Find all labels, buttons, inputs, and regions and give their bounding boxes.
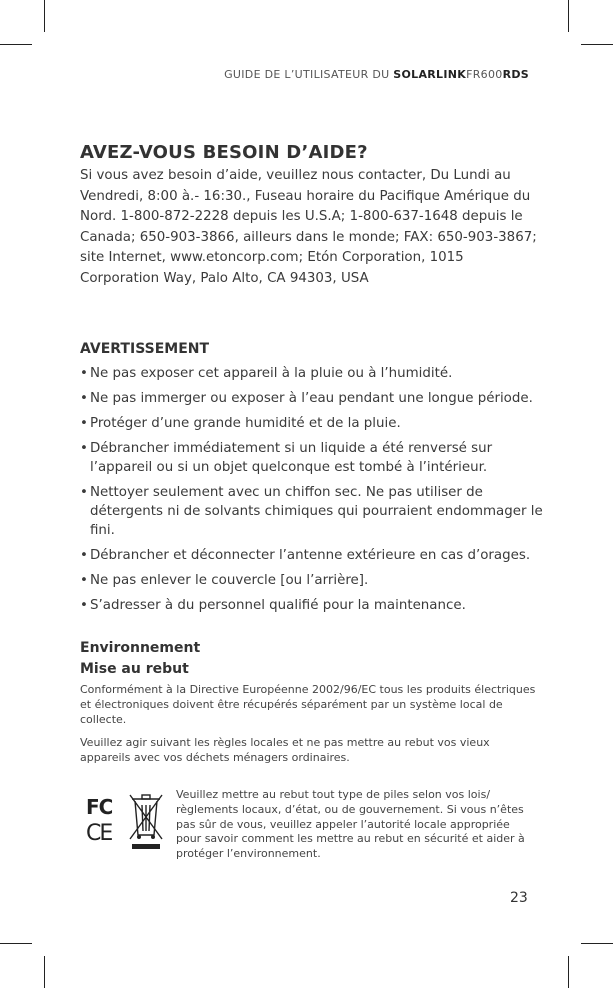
crop-mark (568, 956, 569, 988)
list-item: • Protéger d’une grande humidité et de la pluie. (80, 416, 401, 431)
local-rules-paragraph: Veuillez agir suivant les règles locales et ne pas mettre au rebut vos vieux appareils avec vos déchets ménagers ordinaires. (80, 736, 490, 764)
crop-mark (568, 0, 569, 32)
list-item: • Ne pas enlever le couvercle [ou l’arrière]. (80, 573, 369, 588)
crop-mark (581, 44, 613, 45)
crop-mark (44, 0, 45, 32)
directive-paragraph: Conformément à la Directive Européenne 2002/96/EC tous les produits électriques et électroniques doivent être récupérés séparément par un système local de collecte. (80, 683, 536, 726)
crop-mark (0, 44, 32, 45)
list-item: • Débrancher et déconnecter l’antenne extérieure en cas d’orages. (80, 548, 531, 563)
warning-title: AVERTISSEMENT (80, 341, 210, 357)
running-header: GUIDE DE L’UTILISATEUR DU SOLARLINKFR600RDS (224, 68, 529, 81)
crop-mark (44, 956, 45, 988)
list-item: • Ne pas exposer cet appareil à la pluie ou à l’humidité. (80, 366, 453, 381)
environment-title: Environnement (80, 640, 201, 656)
warning-list (80, 364, 550, 621)
header-brand: SOLARLINK (393, 68, 467, 81)
fcc-logo: FC (86, 795, 113, 819)
crop-mark (0, 943, 32, 944)
ce-logo: CE (86, 821, 112, 846)
compliance-logos (86, 793, 172, 853)
list-item: • Débrancher immédiatement si un liquide a été renversé sur l’appareil ou si un objet quelconque est tombé à l’intérieur. (80, 441, 493, 475)
list-item: • Ne pas immerger ou exposer à l’eau pendant une longue période. (80, 391, 533, 406)
crossed-bin-icon (128, 793, 164, 851)
help-body: Si vous avez besoin d’aide, veuillez nous contacter, Du Lundi au Vendredi, 8:00 à.- 16:30., Fuseau horaire du Pacifique Amérique du Nord. 1-800-872-2228 depuis les U.S.A; 1-800-637-1648 depuis le Canada; 650-903-3866, ailleurs dans le monde; FAX: 650-903-3867; site Internet, www.etoncorp.com; Etón Corporation, 1015 Corporation Way, Palo Alto, CA 94303, USA (80, 168, 537, 286)
disposal-subtitle: Mise au rebut (80, 661, 189, 677)
battery-disposal-paragraph: Veuillez mettre au rebut tout type de piles selon vos lois/ règlements locaux, d’état, ou de gouvernement. Si vous n’êtes pas sûr de vous, veuillez appeler l’autorité locale appropriée pour savoir comment les mettre au rebut en sécurité et aider à protéger l’environnement. (176, 788, 525, 861)
list-item: • Nettoyer seulement avec un chiffon sec. Ne pas utiliser de détergents ni de solvants chimiques qui pourraient endommager le fini. (80, 485, 543, 538)
header-suffix: RDS (502, 68, 529, 81)
crop-mark (581, 943, 613, 944)
list-item: • S’adresser à du personnel qualifié pour la maintenance. (80, 598, 466, 613)
page-number: 23 (510, 890, 528, 906)
help-title: AVEZ-VOUS BESOIN D’AIDE? (80, 142, 368, 163)
